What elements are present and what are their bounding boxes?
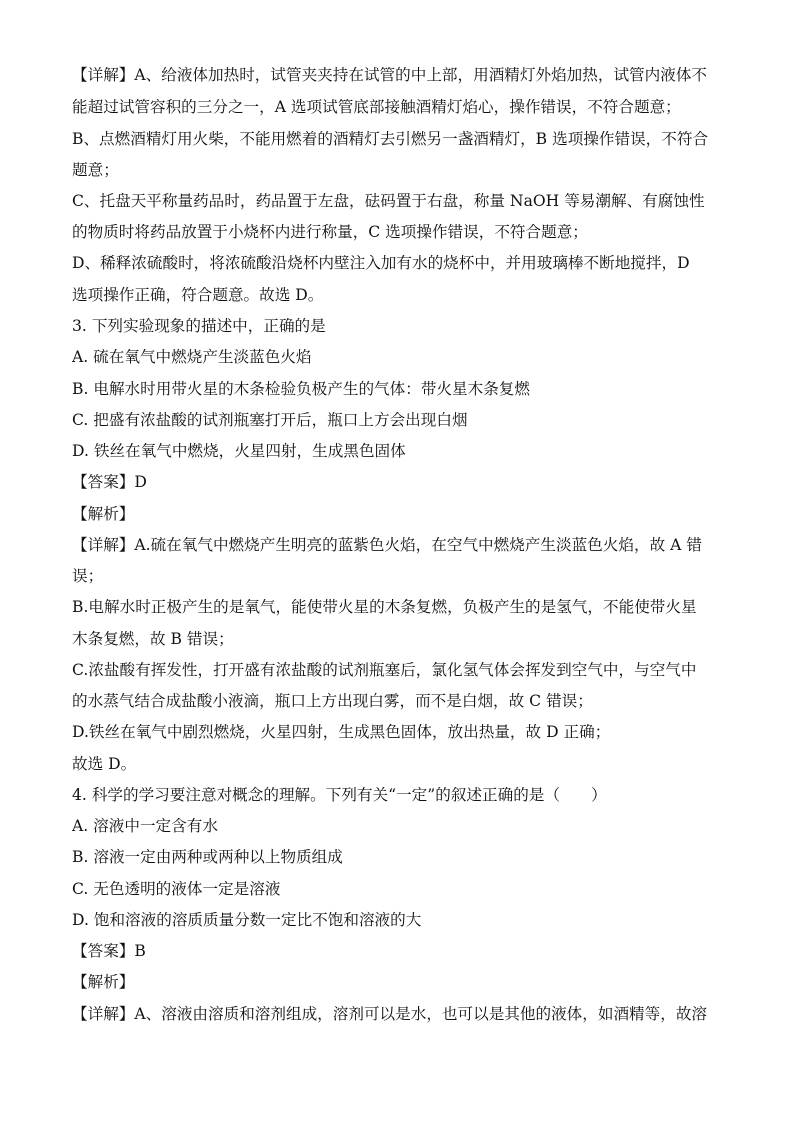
question-3-option-c: C. 把盛有浓盐酸的试剂瓶塞打开后，瓶口上方会出现白烟 [72,411,468,429]
text-line: 的水蒸气结合成盐酸小液滴，瓶口上方出现白雾，而不是白烟，故 C 错误； [72,692,593,710]
question-3-answer: 【答案】D [72,473,147,491]
text-line: C.浓盐酸有挥发性，打开盛有浓盐酸的试剂瓶塞后，氯化氢气体会挥发到空气中，与空气中 [72,661,697,679]
text-line: B、点燃酒精灯用火柴，不能用燃着的酒精灯去引燃另一盏酒精灯，B 选项操作错误，不符合 [72,130,709,148]
question-4-option-b: B. 溶液一定由两种或两种以上物质组成 [72,848,343,866]
question-3-option-d: D. 铁丝在氧气中燃烧，火星四射，生成黑色固体 [72,442,406,460]
question-4-option-a: A. 溶液中一定含有水 [72,817,218,835]
question-4-option-c: C. 无色透明的液体一定是溶液 [72,880,281,898]
question-3-option-b: B. 电解水时用带火星的木条检验负极产生的气体：带火星木条复燃 [72,380,530,398]
question-3-analysis-heading: 【解析】 [72,505,135,523]
text-line: 【详解】A、给液体加热时，试管夹夹持在试管的中上部，用酒精灯外焰加热，试管内液体不 [72,66,708,84]
question-4-analysis-heading: 【解析】 [72,973,135,991]
text-line: D、稀释浓硫酸时，将浓硫酸沿烧杯内壁注入加有水的烧杯中，并用玻璃棒不断地搅拌，D [72,254,690,272]
question-4-stem: 4. 科学的学习要注意对概念的理解。下列有关“一定”的叙述正确的是（ ） [72,786,607,804]
text-line: 木条复燃，故 B 错误； [72,630,234,648]
text-line: 误； [72,567,104,585]
text-line: 能超过试管容积的三分之一，A 选项试管底部接触酒精灯焰心，操作错误，不符合题意； [72,98,681,116]
text-line: B.电解水时正极产生的是氧气，能使带火星的木条复燃，负极产生的是氢气，不能使带火星 [72,598,697,616]
text-line: 的物质时将药品放置于小烧杯内进行称量，C 选项操作错误，不符合题意； [72,223,588,241]
question-4-option-d: D. 饱和溶液的溶质质量分数一定比不饱和溶液的大 [72,911,422,929]
text-line: 选项操作正确，符合题意。故选 D。 [72,286,324,304]
question-4-answer: 【答案】B [72,942,146,960]
question-3-stem: 3. 下列实验现象的描述中，正确的是 [72,317,326,335]
text-line: 【详解】A.硫在氧气中燃烧产生明亮的蓝紫色火焰，在空气中燃烧产生淡蓝色火焰，故 A 错 [72,536,702,554]
text-line: 题意； [72,161,119,179]
text-line: D.铁丝在氧气中剧烈燃烧，火星四射，生成黑色固体，放出热量，故 D 正确； [72,723,611,741]
question-3-option-a: A. 硫在氧气中燃烧产生淡蓝色火焰 [72,348,312,366]
text-line: C、托盘天平称量药品时，药品置于左盘，砝码置于右盘，称量 NaOH 等易潮解、有腐蚀性 [72,192,705,210]
text-line: 【详解】A、溶液由溶质和溶剂组成，溶剂可以是水，也可以是其他的液体，如酒精等，故溶 [72,1005,708,1023]
text-line: 故选 D。 [72,755,137,773]
